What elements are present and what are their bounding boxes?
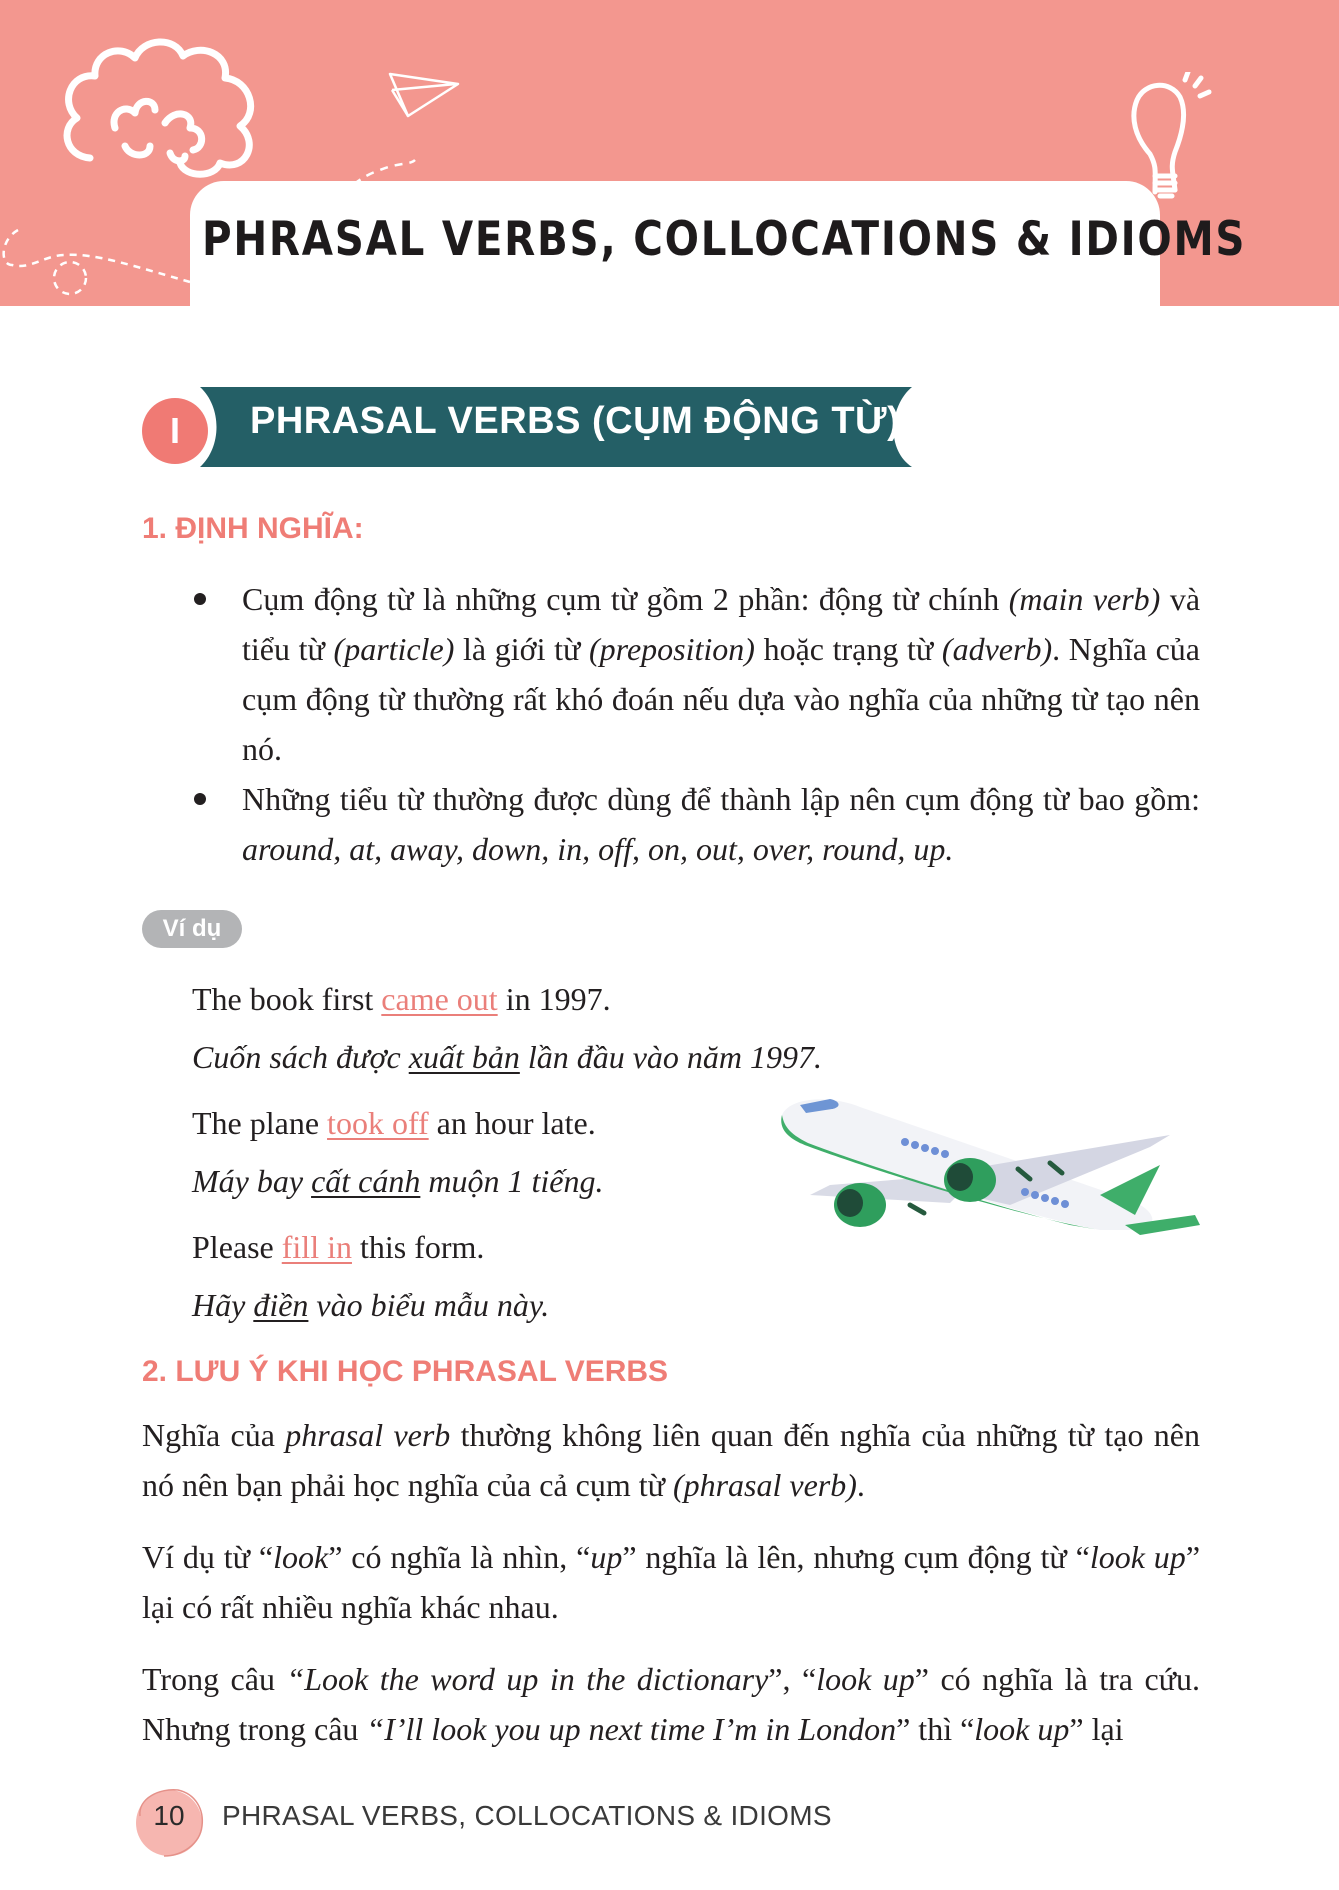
example-english [192,1105,596,1142]
italic-term: look up [1089,1539,1186,1575]
text-run: ” nghĩa là lên, nhưng cụm động từ “ [622,1539,1090,1575]
example-english [192,981,611,1018]
example-english [192,1229,484,1266]
translation-highlight: xuất bản [408,1039,520,1075]
example-translation [192,1039,822,1076]
example-translation [192,1287,549,1324]
definition-bullet [190,574,1200,774]
text-run: Trong câu [142,1661,287,1697]
text-run: thường không liên quan đến nghĩa của những từ tạo nên nó nên bạn phải học nghĩa của cả cụm từ [142,1417,1200,1503]
phrasal-verb-highlight: came out [381,981,498,1017]
text-run: Nghĩa của [142,1417,286,1453]
dashed-path-icon [0,220,195,320]
text-run: ” lại có rất nhiều nghĩa khác nhau. [142,1539,1201,1625]
translation-highlight: cất cánh [311,1163,421,1199]
text-run: Những tiểu từ thường được dùng để thành lập nên cụm động từ bao gồm: [242,781,1200,817]
phrasal-verb-highlight: took off [327,1105,429,1141]
translation-highlight: điền [253,1287,309,1323]
brain-doodle-icon [55,28,275,178]
example-text: The book first [192,981,382,1017]
notes-paragraph [142,1532,1200,1632]
italic-term: look up [816,1661,915,1697]
definition-bullet [190,774,1200,874]
translation-text: lần đầu vào năm 1997. [519,1039,823,1075]
notes-paragraph [142,1410,1200,1510]
text-run: Cụm động từ là những cụm từ gồm 2 phần: động từ chính [242,581,1009,617]
translation-text: Cuốn sách được [192,1039,409,1075]
italic-term: (adverb) [941,631,1053,667]
italic-term: look [273,1539,329,1575]
notes-paragraph [142,1654,1200,1754]
italic-term: up [590,1539,623,1575]
section-title: PHRASAL VERBS (CỤM ĐỘNG TỪ) [250,400,901,442]
definition-list [190,574,1200,874]
translation-text: vào biểu mẫu này. [308,1287,550,1323]
italic-term: phrasal verb [285,1417,451,1453]
italic-term: look up [974,1711,1070,1747]
definition-heading: 1. ĐỊNH NGHĨA: [142,512,364,545]
text-run: . Nghĩa của cụm động từ thường rất khó đoán nếu dựa vào nghĩa của những từ tạo nên nó. [242,631,1201,767]
airplane-illustration-icon [770,1085,1200,1255]
italic-term: “I’ll look you up next time I’m in London [366,1711,897,1747]
footer-book-title: PHRASAL VERBS, COLLOCATIONS & IDIOMS [222,1800,832,1831]
bullet-icon [194,793,206,805]
example-badge: Ví dụ [142,910,242,948]
section-number: I [142,398,208,464]
italic-term: (particle) [333,631,455,667]
text-run: hoặc trạng từ [754,631,942,667]
text-run: . [856,1467,865,1503]
italic-term: (main verb) [1008,581,1161,617]
example-translation [192,1163,603,1200]
notes-heading: 2. LƯU Ý KHI HỌC PHRASAL VERBS [142,1355,669,1388]
page-title: PHRASAL VERBS, COLLOCATIONS & IDIOMS [202,212,1247,267]
example-text: Please [192,1229,282,1265]
text-run: ” có nghĩa là tra cứu. Nhưng trong câu [142,1661,1201,1747]
example-text: an hour late. [428,1105,596,1141]
italic-term: around, at, away, down, in, off, on, out, over, round, up. [242,831,954,867]
example-text: this form. [351,1229,485,1265]
example-text: The plane [192,1105,328,1141]
example-text: in 1997. [497,981,611,1017]
italic-term: (phrasal verb) [672,1467,857,1503]
bullet-icon [194,593,206,605]
text-run: ” có nghĩa là nhìn, “ [328,1539,591,1575]
text-run: và tiểu từ [242,581,1201,667]
text-run: ” lại [1069,1711,1124,1747]
italic-term: “Look the word up in the dictionary [286,1661,769,1697]
phrasal-verb-highlight: fill in [281,1229,352,1265]
text-run: là giới từ [454,631,590,667]
text-run: ” thì “ [896,1711,975,1747]
text-run: ”, “ [768,1661,817,1697]
italic-term: (preposition) [589,631,755,667]
page-number: 10 [153,1800,185,1831]
translation-text: Hãy [192,1287,254,1323]
translation-text: Máy bay [192,1163,312,1199]
translation-text: muộn 1 tiếng. [420,1163,604,1199]
text-run: Ví dụ từ “ [142,1539,274,1575]
